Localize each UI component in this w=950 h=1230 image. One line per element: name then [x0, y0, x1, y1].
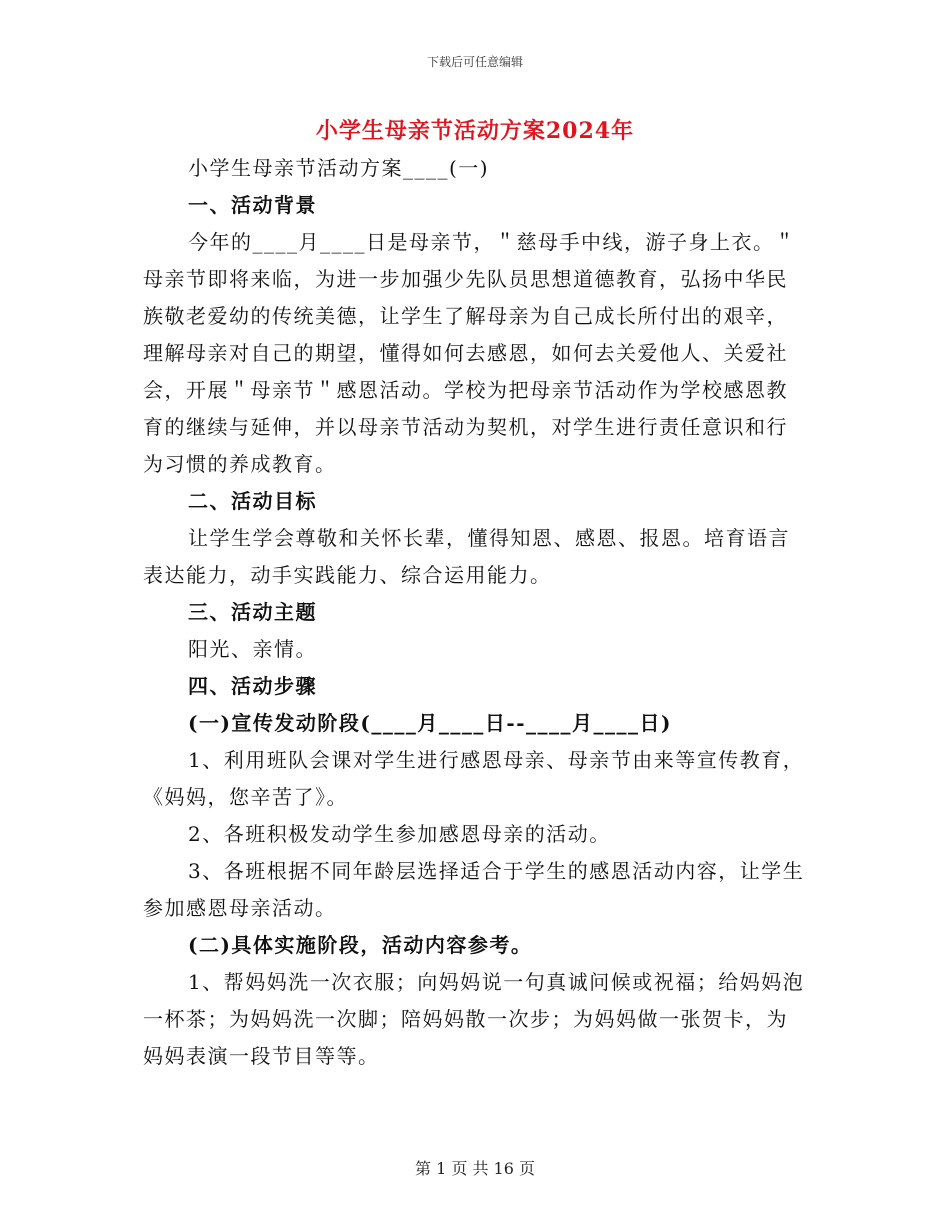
list-item-line: 《妈妈，您辛苦了》。 [143, 785, 348, 809]
document-subtitle: 小学生母亲节活动方案____(一) [188, 156, 490, 180]
paragraph-line: 理解母亲对自己的期望，懂得如何去感恩，如何去关爱他人、关爱社 [143, 341, 788, 365]
document-body [143, 150, 808, 1075]
page-header-note: 下载后可任意编辑 [426, 55, 523, 69]
list-item-line: 3、各班根据不同年龄层选择适合于学生的感恩活动内容，让学生 [188, 859, 805, 883]
paragraph-line: 会，开展＂母亲节＂感恩活动。学校为把母亲节活动作为学校感恩教 [143, 378, 788, 402]
paragraph-line: 阳光、亲情。 [188, 637, 317, 661]
paragraph-line: 今年的____月____日是母亲节，＂慈母手中线，游子身上衣。＂ [188, 230, 796, 254]
list-item-line: 1、帮妈妈洗一次衣服；向妈妈说一句真诚问候或祝福；给妈妈泡 [188, 970, 805, 994]
list-item-line: 参加感恩母亲活动。 [143, 896, 337, 920]
section-heading-goals: 二、活动目标 [188, 489, 317, 513]
list-item-line: 妈妈表演一段节目等等。 [143, 1044, 380, 1068]
paragraph-line: 让学生学会尊敬和关怀长辈，懂得知恩、感恩、报恩。培育语言 [188, 526, 790, 550]
paragraph-line: 母亲节即将来临，为进一步加强少先队员思想道德教育，弘扬中华民 [143, 267, 788, 291]
phase-heading-implementation: (二)具体实施阶段，活动内容参考。 [188, 933, 533, 957]
phase-heading-promotion: (一)宣传发动阶段(____月____日--____月____日) [188, 711, 672, 735]
paragraph-line: 为习惯的养成教育。 [143, 452, 337, 476]
paragraph-line: 族敬老爱幼的传统美德，让学生了解母亲为自己成长所付出的艰辛， [143, 304, 788, 328]
document-title: 小学生母亲节活动方案2024年 [315, 118, 635, 144]
page-number-footer: 第 1 页 共 16 页 [415, 1159, 535, 1178]
list-item-line: 2、各班积极发动学生参加感恩母亲的活动。 [188, 822, 611, 846]
list-item-line: 1、利用班队会课对学生进行感恩母亲、母亲节由来等宣传教育， [188, 748, 805, 772]
section-heading-background: 一、活动背景 [188, 193, 317, 217]
paragraph-line: 育的继续与延伸，并以母亲节活动为契机，对学生进行责任意识和行 [143, 415, 788, 439]
section-heading-theme: 三、活动主题 [188, 600, 317, 624]
list-item-line: 一杯茶；为妈妈洗一次脚；陪妈妈散一次步；为妈妈做一张贺卡，为 [143, 1007, 788, 1031]
section-heading-steps: 四、活动步骤 [188, 674, 317, 698]
paragraph-line: 表达能力，动手实践能力、综合运用能力。 [143, 563, 552, 587]
